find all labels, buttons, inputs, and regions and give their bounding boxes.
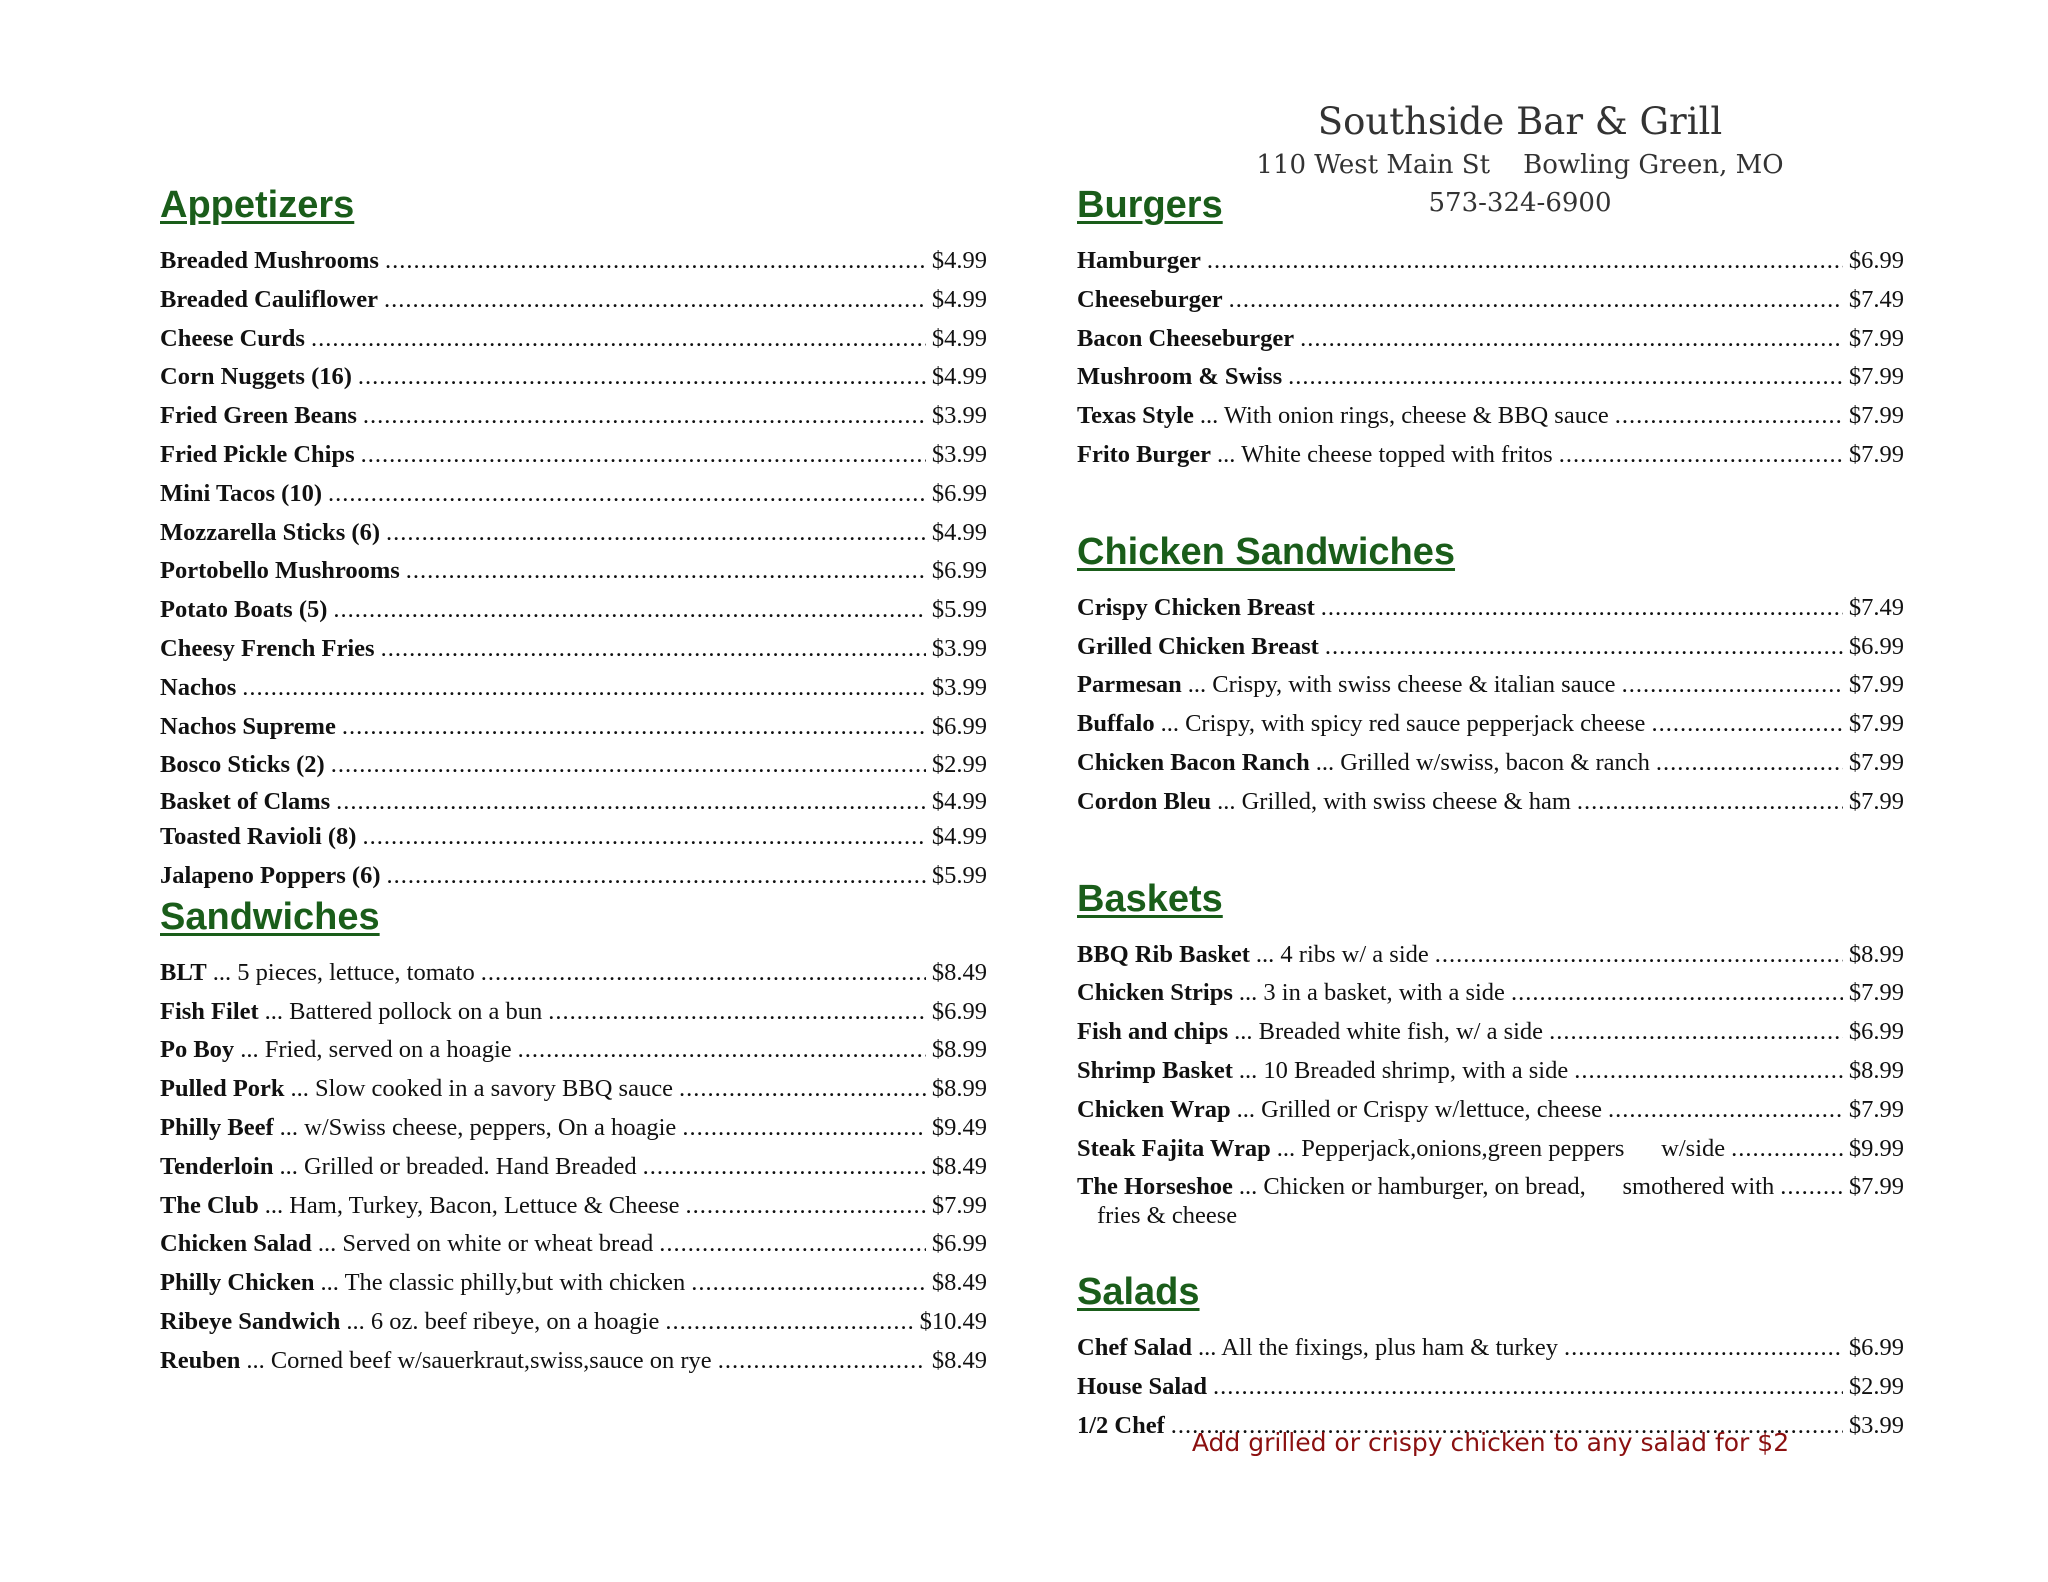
menu-item-price: $6.99 <box>1848 247 1904 274</box>
dot-leader <box>1300 320 1843 359</box>
menu-item-price: $4.99 <box>931 788 987 816</box>
menu-item <box>1077 1013 1904 1052</box>
dot-leader <box>336 785 926 818</box>
menu-item-price: $7.99 <box>1848 710 1904 738</box>
menu-item-name: BLT <box>160 958 207 986</box>
menu-item-price: $8.99 <box>1848 1056 1904 1084</box>
menu-item-description-continued: fries & cheese <box>1097 1202 1238 1230</box>
menu-item-description: ... 5 pieces, lettuce, tomato <box>212 958 475 986</box>
menu-item <box>160 746 987 785</box>
menu-item-price: $3.99 <box>931 402 987 430</box>
menu-item-description: ... Battered pollock on a bun <box>264 997 543 1025</box>
dot-leader <box>665 1303 913 1342</box>
dot-leader <box>481 954 926 993</box>
restaurant-phone: 573-324-6900 <box>1428 188 1612 218</box>
menu-item-name: Cheesy French Fries <box>160 634 375 662</box>
menu-item <box>1077 589 1904 628</box>
menu-item <box>1077 974 1904 1013</box>
dot-leader <box>686 1187 926 1226</box>
dot-leader <box>1559 436 1843 475</box>
burgers-list <box>1077 242 1904 475</box>
menu-item-description: ... Breaded white fish, w/ a side <box>1234 1018 1544 1046</box>
menu-item <box>1077 242 1904 281</box>
dot-leader <box>1622 666 1843 705</box>
left-column <box>160 180 987 1381</box>
menu-item-name: Chicken Bacon Ranch <box>1077 748 1310 776</box>
menu-item-name: Portobello Mushrooms <box>160 557 400 585</box>
menu-item-name: Fried Pickle Chips <box>160 440 355 468</box>
dot-leader <box>361 436 926 475</box>
menu-item-description: ... Pepperjack,onions,green peppers w/side <box>1276 1134 1726 1162</box>
menu-item-description: ... 3 in a basket, with a side <box>1238 979 1505 1007</box>
menu-item-name: Bacon Cheeseburger <box>1077 324 1295 352</box>
menu-item <box>1077 783 1904 822</box>
dot-leader <box>1577 783 1843 822</box>
menu-item-name: Chicken Salad <box>160 1230 312 1258</box>
sandwiches-list <box>160 954 987 1381</box>
menu-item <box>160 242 987 281</box>
menu-item-name: Chef Salad <box>1077 1334 1193 1362</box>
menu-item-name: BBQ Rib Basket <box>1077 940 1250 968</box>
menu-item-name: House Salad <box>1077 1372 1208 1400</box>
menu-item-price: $8.99 <box>1848 940 1904 968</box>
menu-item <box>160 591 987 630</box>
menu-item <box>160 1187 987 1226</box>
menu-item-description: ... Grilled w/swiss, bacon & ranch <box>1315 748 1650 776</box>
menu-item-price: $7.99 <box>1848 1095 1904 1123</box>
dot-leader <box>1651 705 1842 744</box>
menu-item-name: Fish and chips <box>1077 1018 1229 1046</box>
menu-item-price: $7.99 <box>1848 748 1904 776</box>
menu-item <box>1077 1052 1904 1091</box>
menu-item-name: Mushroom & Swiss <box>1077 363 1283 391</box>
menu-item-price: $7.99 <box>1848 324 1904 352</box>
menu-item <box>160 397 987 436</box>
menu-item-price: $9.99 <box>1848 1134 1904 1162</box>
menu-item-name: Frito Burger <box>1077 440 1212 468</box>
menu-item-name: Ribeye Sandwich <box>160 1307 341 1335</box>
menu-item <box>1077 397 1904 436</box>
salad-note: Add grilled or crispy chicken to any salad for $2 <box>1191 1428 1790 1457</box>
dot-leader <box>406 552 926 591</box>
menu-item-price: $4.99 <box>931 247 987 274</box>
dot-leader <box>1435 936 1843 975</box>
right-column <box>1077 180 1904 1446</box>
menu-item <box>160 1109 987 1148</box>
menu-item <box>160 785 987 818</box>
dot-leader <box>1608 1091 1843 1130</box>
menu-item-price: $7.99 <box>1848 787 1904 815</box>
dot-leader <box>1780 1168 1843 1207</box>
menu-item-name: Po Boy <box>160 1036 235 1064</box>
menu-item-price: $10.49 <box>919 1307 987 1335</box>
section-title-salads: Salads <box>1077 1271 1200 1314</box>
menu-item-name: Buffalo <box>1077 710 1155 738</box>
menu-item-description: ... 4 ribs w/ a side <box>1255 940 1429 968</box>
menu-item <box>160 1264 987 1303</box>
menu-item <box>160 281 987 320</box>
section-title-sandwiches: Sandwiches <box>160 895 380 938</box>
menu-item-price: $8.99 <box>931 1075 987 1103</box>
menu-item-name: Cheeseburger <box>1077 285 1223 313</box>
menu-item <box>1077 1329 1904 1368</box>
dot-leader <box>1288 358 1843 397</box>
menu-item <box>160 1342 987 1381</box>
baskets-list <box>1077 936 1904 1232</box>
menu-item <box>160 320 987 359</box>
menu-item-name: Jalapeno Poppers (6) <box>160 861 381 889</box>
menu-item-price: $7.49 <box>1848 593 1904 621</box>
menu-item-price: $6.99 <box>1848 1334 1904 1362</box>
menu-item-description: ... Crispy, with swiss cheese & italian sauce <box>1187 671 1616 699</box>
dot-leader <box>643 1148 926 1187</box>
dot-leader <box>387 857 926 896</box>
menu-item-name: The Horseshoe <box>1077 1173 1233 1201</box>
menu-item-name: Corn Nuggets (16) <box>160 363 352 391</box>
menu-item-price: $4.99 <box>931 324 987 352</box>
menu-item-name: Steak Fajita Wrap <box>1077 1134 1271 1162</box>
dot-leader <box>679 1070 926 1109</box>
dot-leader <box>1321 589 1843 628</box>
section-title-appetizers: Appetizers <box>160 184 355 226</box>
dot-leader <box>718 1342 926 1381</box>
menu-item-description: ... All the fixings, plus ham & turkey <box>1198 1334 1559 1362</box>
menu-item-price: $7.99 <box>1848 979 1904 1007</box>
menu-item-name: Toasted Ravioli (8) <box>160 823 357 851</box>
menu-item-name: Mini Tacos (10) <box>160 479 322 507</box>
menu-item <box>160 1070 987 1109</box>
menu-item <box>160 1031 987 1070</box>
menu-item-price: $6.99 <box>931 997 987 1025</box>
menu-item-price: $8.49 <box>931 1269 987 1297</box>
dot-leader <box>518 1031 926 1070</box>
menu-item-name: Fried Green Beans <box>160 402 357 430</box>
dot-leader <box>1731 1130 1843 1169</box>
menu-item-price: $3.99 <box>1848 1411 1904 1439</box>
menu-item <box>1077 628 1904 667</box>
menu-item-name: Reuben <box>160 1346 241 1374</box>
menu-item-name: Basket of Clams <box>160 788 331 816</box>
menu-item-description: ... Slow cooked in a savory BBQ sauce <box>290 1075 673 1103</box>
menu-item <box>1077 436 1904 475</box>
dot-leader <box>1574 1052 1843 1091</box>
dot-leader <box>1207 242 1843 281</box>
dot-leader <box>385 242 926 281</box>
menu-item-name: Breaded Mushrooms <box>160 247 379 274</box>
dot-leader <box>1564 1329 1843 1368</box>
menu-item <box>160 1225 987 1264</box>
menu-item-description: ... With onion rings, cheese & BBQ sauce <box>1199 402 1609 430</box>
dot-leader <box>328 475 926 514</box>
menu-item-price: $5.99 <box>931 596 987 624</box>
menu-item <box>160 818 987 857</box>
menu-item-price: $6.99 <box>1848 632 1904 660</box>
menu-item-price: $7.99 <box>1848 440 1904 468</box>
dot-leader <box>311 320 926 359</box>
menu-item-description: ... Corned beef w/sauerkraut,swiss,sauce on rye <box>246 1346 712 1374</box>
menu-item <box>160 1148 987 1187</box>
menu-item-price: $7.99 <box>1848 363 1904 391</box>
menu-item-price: $7.99 <box>931 1191 987 1219</box>
menu-item-price: $7.49 <box>1848 285 1904 313</box>
dot-leader <box>362 818 925 857</box>
menu-item-description: ... 10 Breaded shrimp, with a side <box>1238 1056 1569 1084</box>
menu-item <box>160 552 987 591</box>
menu-item-price: $6.99 <box>931 712 987 740</box>
menu-item-name: Nachos Supreme <box>160 712 336 740</box>
menu-item-description: ... Grilled or Crispy w/lettuce, cheese <box>1236 1095 1602 1123</box>
menu-item-name: Mozzarella Sticks (6) <box>160 518 380 546</box>
dot-leader <box>1325 628 1843 667</box>
dot-leader <box>363 397 926 436</box>
menu-item-description: ... 6 oz. beef ribeye, on a hoagie <box>346 1307 660 1335</box>
menu-item-price: $7.99 <box>1848 402 1904 430</box>
section-title-baskets: Baskets <box>1077 877 1223 920</box>
section-title-chicken-sandwiches: Chicken Sandwiches <box>1077 530 1456 573</box>
menu-item <box>160 436 987 475</box>
menu-item-description: ... w/Swiss cheese, peppers, On a hoagie <box>279 1113 677 1141</box>
menu-item-name: Philly Chicken <box>160 1269 315 1297</box>
menu-item <box>160 669 987 708</box>
menu-item <box>1077 1368 1904 1407</box>
menu-item-name: Bosco Sticks (2) <box>160 751 325 779</box>
dot-leader <box>1213 1368 1843 1407</box>
menu-item-price: $6.99 <box>931 557 987 585</box>
menu-item-name: Grilled Chicken Breast <box>1077 632 1319 660</box>
menu-item-name: Nachos <box>160 673 237 701</box>
menu-item-price: $8.49 <box>931 958 987 986</box>
menu-item-name: Breaded Cauliflower <box>160 285 378 313</box>
menu-item <box>160 954 987 993</box>
dot-leader <box>1229 281 1843 320</box>
menu-item-description: ... Ham, Turkey, Bacon, Lettuce & Cheese <box>264 1191 680 1219</box>
menu-item-price: $4.99 <box>931 363 987 391</box>
menu-item-description: ... Crispy, with spicy red sauce pepperjack cheese <box>1160 710 1646 738</box>
menu-item <box>160 630 987 669</box>
menu-item <box>160 857 987 896</box>
menu-item-price: $2.99 <box>1848 1372 1904 1400</box>
menu-item-price: $2.99 <box>931 751 987 779</box>
menu-item-price: $3.99 <box>931 673 987 701</box>
menu-item <box>1077 705 1904 744</box>
dot-leader <box>691 1264 926 1303</box>
menu-item <box>160 708 987 747</box>
menu-item <box>160 1303 987 1342</box>
menu-item-name: Texas Style <box>1077 402 1194 430</box>
dot-leader <box>333 591 925 630</box>
dot-leader <box>682 1109 926 1148</box>
menu-item <box>1077 1091 1904 1130</box>
dot-leader <box>1656 744 1843 783</box>
dot-leader <box>242 669 926 708</box>
section-title-burgers: Burgers <box>1077 184 1223 226</box>
restaurant-address: 110 West Main St Bowling Green, MO <box>1256 150 1784 180</box>
menu-item-name: Chicken Strips <box>1077 979 1233 1007</box>
menu-item <box>160 993 987 1032</box>
dot-leader <box>1511 974 1843 1013</box>
dot-leader <box>659 1225 926 1264</box>
menu-item-price: $3.99 <box>931 440 987 468</box>
menu-item <box>1077 320 1904 359</box>
menu-item-name: 1/2 Chef <box>1077 1411 1165 1439</box>
menu-item-price: $9.49 <box>931 1113 987 1141</box>
menu-item-price: $7.99 <box>1848 1173 1904 1201</box>
menu-item <box>1077 936 1904 975</box>
menu-item <box>1077 358 1904 397</box>
menu-item-name: Tenderloin <box>160 1152 274 1180</box>
menu-item-price: $8.99 <box>931 1036 987 1064</box>
dot-leader <box>342 708 926 747</box>
menu-item-price: $6.99 <box>931 479 987 507</box>
menu-item <box>1077 281 1904 320</box>
menu-item-description: ... White cheese topped with fritos <box>1217 440 1553 468</box>
chicken-sandwiches-list <box>1077 589 1904 822</box>
menu-item-price: $5.99 <box>931 861 987 889</box>
menu-item-name: Parmesan <box>1077 671 1182 699</box>
dot-leader <box>384 281 926 320</box>
dot-leader <box>1615 397 1843 436</box>
menu-item-price: $8.49 <box>931 1346 987 1374</box>
menu-item-name: Shrimp Basket <box>1077 1056 1233 1084</box>
dot-leader <box>548 993 926 1032</box>
dot-leader <box>381 630 926 669</box>
menu-item-price: $3.99 <box>931 634 987 662</box>
menu-item <box>160 514 987 553</box>
menu-item-description: ... Grilled, with swiss cheese & ham <box>1217 787 1571 815</box>
menu-item-name: Cheese Curds <box>160 324 305 352</box>
menu-item-name: Cordon Bleu <box>1077 787 1212 815</box>
menu-item-name: Chicken Wrap <box>1077 1095 1231 1123</box>
dot-leader <box>331 746 926 785</box>
menu-item-price: $6.99 <box>1848 1018 1904 1046</box>
dot-leader <box>358 358 926 397</box>
menu-item-name: The Club <box>160 1191 259 1219</box>
menu-item-description: ... Fried, served on a hoagie <box>240 1036 512 1064</box>
menu-item-price: $4.99 <box>931 518 987 546</box>
dot-leader <box>1549 1013 1843 1052</box>
menu-item-price: $4.99 <box>931 285 987 313</box>
dot-leader <box>386 514 926 553</box>
menu-item <box>1077 666 1904 705</box>
menu-item-description: ... The classic philly,but with chicken <box>320 1269 686 1297</box>
menu-item <box>160 475 987 514</box>
menu-item-price: $7.99 <box>1848 671 1904 699</box>
menu-item-name: Fish Filet <box>160 997 259 1025</box>
menu-item-description: ... Chicken or hamburger, on bread, smothered with <box>1238 1173 1775 1201</box>
appetizers-list <box>160 242 987 896</box>
menu-item-price: $8.49 <box>931 1152 987 1180</box>
restaurant-name: Southside Bar & Grill <box>1317 100 1723 143</box>
menu-item-name: Potato Boats (5) <box>160 596 328 624</box>
menu-item-price: $6.99 <box>931 1230 987 1258</box>
menu-item <box>160 358 987 397</box>
menu-item <box>1077 744 1904 783</box>
menu-item-description: ... Served on white or wheat bread <box>317 1230 654 1258</box>
menu-item-name: Philly Beef <box>160 1113 274 1141</box>
menu-item-name: Hamburger <box>1077 247 1201 274</box>
menu-item-description: ... Grilled or breaded. Hand Breaded <box>279 1152 637 1180</box>
menu-item-price: $4.99 <box>931 823 987 851</box>
menu-item-name: Crispy Chicken Breast <box>1077 593 1315 621</box>
menu-item-name: Pulled Pork <box>160 1075 285 1103</box>
menu-item <box>1077 1130 1904 1169</box>
